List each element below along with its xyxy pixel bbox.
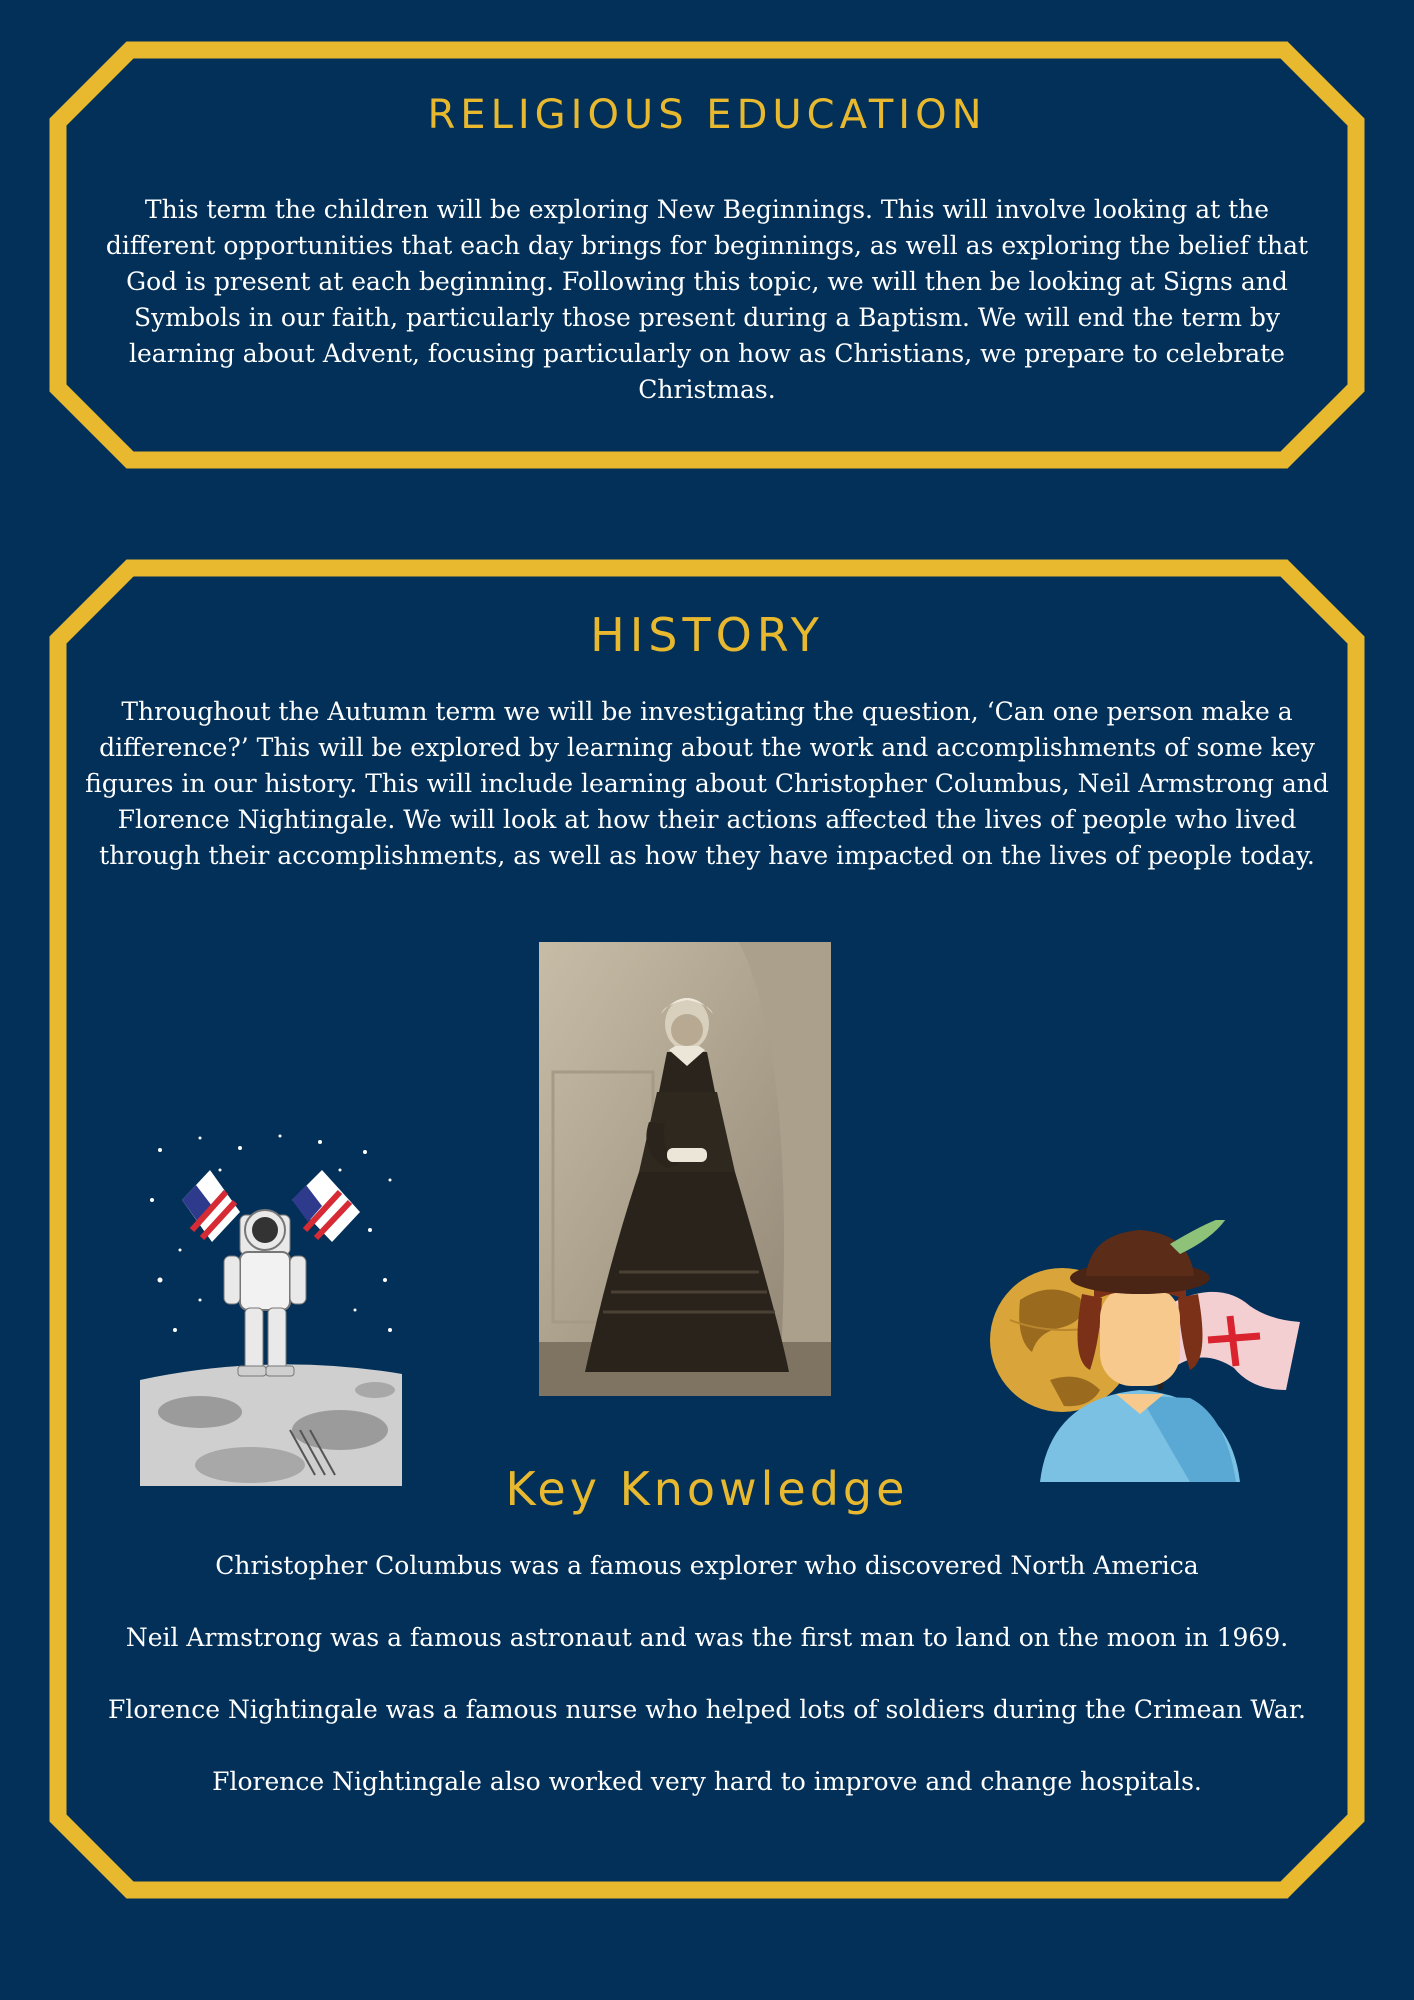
re-title: RELIGIOUS EDUCATION xyxy=(427,92,987,138)
florence-nightingale-photo xyxy=(539,942,831,1396)
re-body: This term the children will be exploring New Beginnings. This will involve looking at the different opportunities that each day brings for beginnings, as well as exploring the belief that God is present at each beginning. Following this topic, we will then be looking at Signs and Symbols in our faith, particularly those present during a Baptism. We will end the term by learning about Advent, focusing particularly on how as Christians, we prepare to celebrate Christmas. xyxy=(105,195,1309,404)
fact-nightingale-hospitals: Florence Nightingale also worked very hard to improve and change hospitals. xyxy=(212,1767,1202,1796)
flag-left xyxy=(182,1170,240,1242)
key-knowledge-title: Key Knowledge xyxy=(505,1462,909,1516)
fact-nightingale-nurse: Florence Nightingale was a famous nurse who helped lots of soldiers during the Crimean War. xyxy=(108,1695,1306,1724)
history-body: Throughout the Autumn term we will be investigating the question, ‘Can one person make a difference?’ This will be explored by learning about the work and accomplishments of some key figures in our history. This will include learning about Christopher Columbus, Neil Armstrong and Florence Nightingale. We will look at how their actions affected the lives of people who lived through their accomplishments, as well as how they have impacted on the lives of people today. xyxy=(85,697,1329,870)
fact-armstrong: Neil Armstrong was a famous astronaut and was the first man to land on the moon in 1969. xyxy=(125,1623,1289,1652)
columbus-illustration xyxy=(990,1220,1300,1482)
astronaut-illustration xyxy=(140,1130,402,1486)
history-title: HISTORY xyxy=(590,608,824,662)
flag-right xyxy=(292,1170,360,1242)
fact-columbus: Christopher Columbus was a famous explorer who discovered North America xyxy=(215,1551,1199,1580)
